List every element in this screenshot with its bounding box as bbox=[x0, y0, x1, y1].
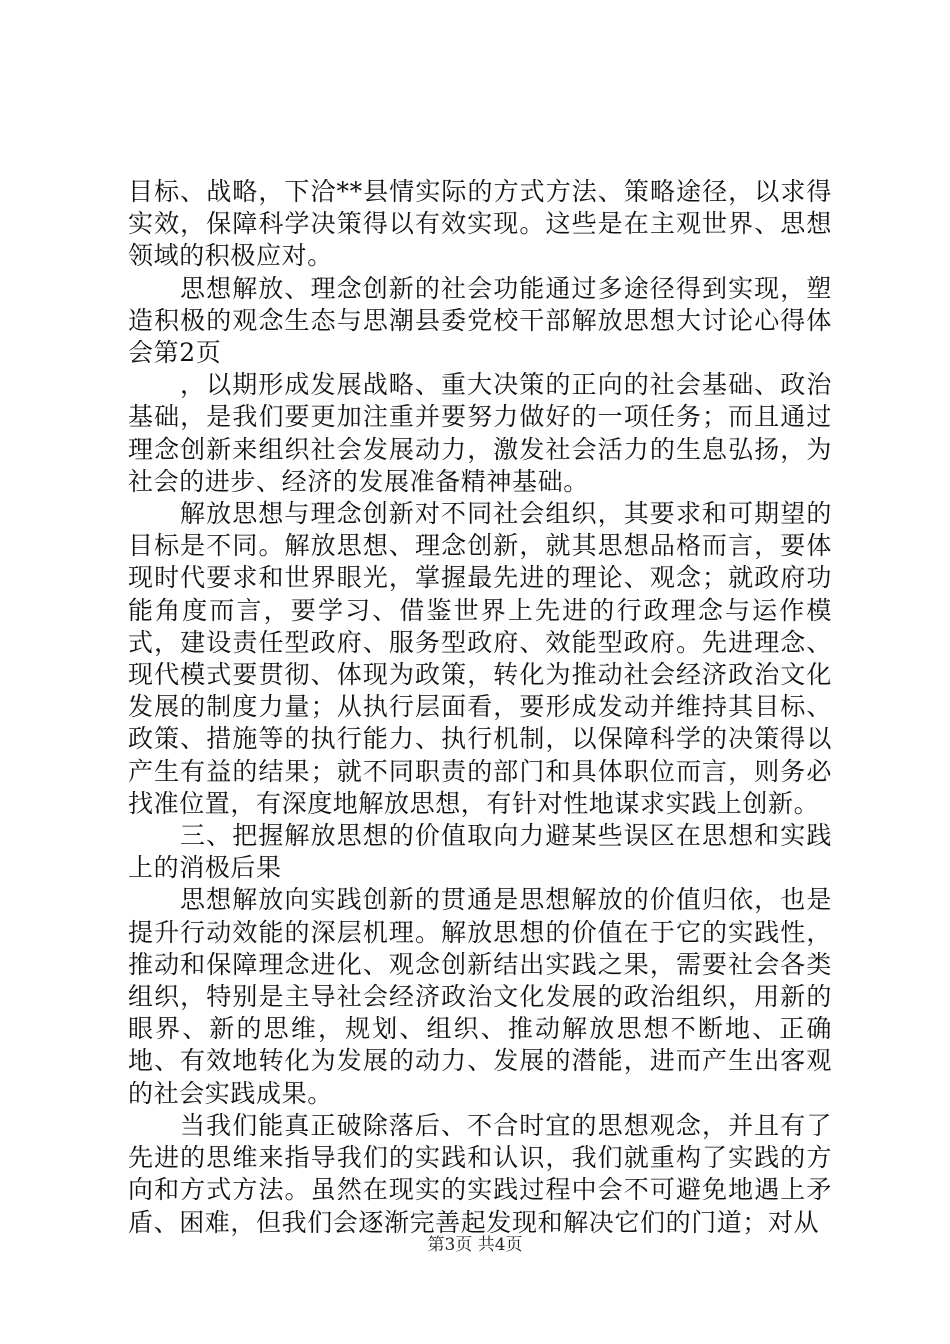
paragraph: 思想解放、理念创新的社会功能通过多途径得到实现，塑造积极的观念生态与思潮县委党校干部解放思想大讨论心得体会第2页 bbox=[128, 273, 832, 368]
paragraph: 解放思想与理念创新对不同社会组织，其要求和可期望的目标是不同。解放思想、理念创新，就其思想品格而言，要体现时代要求和世界眼光，掌握最先进的理论、观念；就政府功能角度而言，要学习、借鉴世界上先进的行政理念与运作模式，建设责任型政府、服务型政府、效能型政府。先进理念、现代模式要贯彻、体现为政策，转化为推动社会经济政治文化发展的制度力量；从执行层面看，要形成发动并维持其目标、政策、措施等的执行能力、执行机制，以保障科学的决策得以产生有益的结果；就不同职责的部门和具体职位而言，则务必找准位置，有深度地解放思想，有针对性地谋求实践上创新。 bbox=[128, 499, 832, 818]
document-body bbox=[128, 176, 832, 1239]
paragraph: 思想解放向实践创新的贯通是思想解放的价值归依，也是提升行动效能的深层机理。解放思想的价值在于它的实践性，推动和保障理念进化、观念创新结出实践之果，需要社会各类组织，特别是主导社会经济政治文化发展的政治组织，用新的眼界、新的思维，规划、组织、推动解放思想不断地、正确地、有效地转化为发展的动力、发展的潜能，进而产生出客观的社会实践成果。 bbox=[128, 885, 832, 1108]
section-heading-paragraph: 三、把握解放思想的价值取向力避某些误区在思想和实践上的消极后果 bbox=[128, 821, 832, 883]
page-footer: 第3页 共4页 bbox=[427, 1235, 523, 1255]
paragraph: 当我们能真正破除落后、不合时宜的思想观念，并且有了先进的思维来指导我们的实践和认识，我们就重构了实践的方向和方式方法。虽然在现实的实践过程中会不可避免地遇上矛盾、困难，但我们会逐渐完善起发现和解决它们的门道；对从 bbox=[128, 1110, 832, 1237]
paragraph: ，以期形成发展战略、重大决策的正向的社会基础、政治基础，是我们要更加注重并要努力做好的一项任务；而且通过理念创新来组织社会发展动力，激发社会活力的生息弘扬，为社会的进步、经济的发展准备精神基础。 bbox=[128, 370, 832, 496]
paragraph: 目标、战略，下洽**县情实际的方式方法、策略途径，以求得实效，保障科学决策得以有效实现。这些是在主观世界、思想领域的积极应对。 bbox=[128, 177, 832, 271]
